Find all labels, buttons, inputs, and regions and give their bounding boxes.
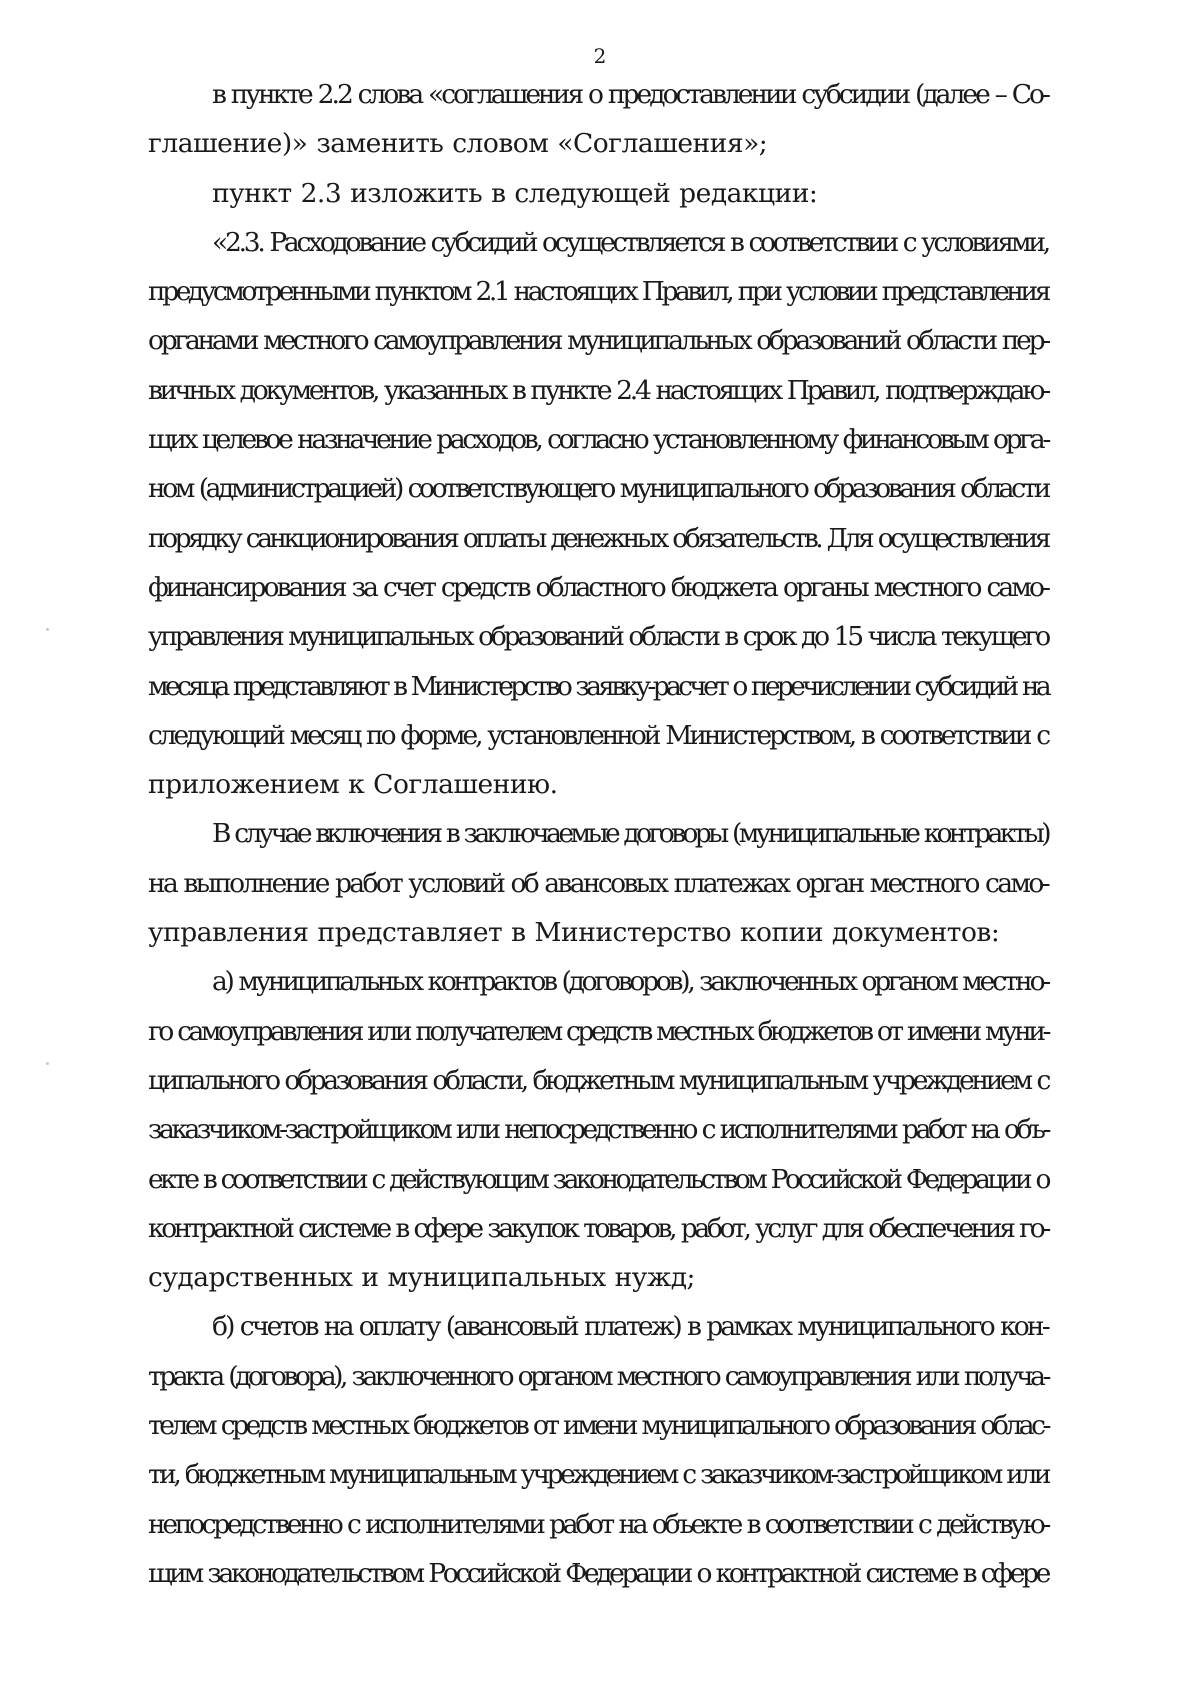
text-line: тракта (договора), заключенного органом местного самоуправления или получа- [148,1360,1048,1392]
text-line: финансирования за счет средств областного бюджета органы местного само- [148,571,1048,603]
text-line: органами местного самоуправления муниципальных образований области пер- [148,325,1048,357]
paragraph-item-b [148,1302,1048,1598]
text-line: предусмотренными пунктом 2.1 настоящих Правил, при условии представления [148,276,1048,308]
scan-speck [46,1062,49,1065]
text-line: приложением к Соглашению. [148,769,558,801]
text-line: управления представляет в Министерство копии документов: [148,917,1000,949]
document-body [148,70,1048,1598]
text-line: заказчиком-застройщиком или непосредственно с исполнителями работ на объ- [148,1114,1048,1146]
text-line: вичных документов, указанных в пункте 2.4 настоящих Правил, подтверждаю- [148,374,1048,406]
text-line: екте в соответствии с действующим законодательством Российской Федерации о [148,1163,1048,1195]
page-number: 2 [593,44,607,68]
text-line: непосредственно с исполнителями работ на объекте в соответствии с действую- [148,1508,1048,1540]
text-line: глашение)» заменить словом «Соглашения»; [148,128,768,160]
text-line: управления муниципальных образований области в срок до 15 числа текущего [148,621,1048,653]
paragraph-amend-2-3-intro [148,169,1048,218]
text-line: месяца представляют в Министерство заявку-расчет о перечислении субсидий на [148,670,1048,702]
text-line: ципального образования области, бюджетным муниципальным учреждением с [148,1064,1048,1096]
text-line: в пункте 2.2 слова «соглашения о предоставлении субсидии (далее – Со- [212,79,1048,110]
text-line: ном (администрацией) соответствующего муниципального образования области [148,473,1048,505]
text-line: контрактной системе в сфере закупок товаров, работ, услуг для обеспечения го- [148,1212,1048,1244]
paragraph-advance-payments [148,809,1048,957]
text-line: В случае включения в заключаемые договоры (муниципальные контракты) [212,818,1048,850]
text-line: сударственных и муниципальных нужд; [148,1262,695,1294]
text-line: «2.3. Расходование субсидий осуществляется в соответствии с условиями, [212,226,1048,258]
text-line: щим законодательством Российской Федерации о контрактной системе в сфере [148,1557,1048,1589]
text-line: пункт 2.3 изложить в следующей редакции: [212,177,818,209]
text-line: го самоуправления или получателем средств местных бюджетов от имени муни- [148,1015,1048,1047]
scan-speck [46,628,49,631]
text-line: телем средств местных бюджетов от имени муниципального образования облас- [148,1410,1048,1442]
paragraph-item-a [148,957,1048,1302]
paragraph-2-3-text [148,218,1048,810]
text-line: б) счетов на оплату (авансовый платеж) в рамках муниципального кон- [212,1311,1048,1343]
text-line: ти, бюджетным муниципальным учреждением с заказчиком-застройщиком или [148,1459,1048,1491]
text-line: следующий месяц по форме, установленной Министерством, в соответствии с [148,719,1048,751]
text-line: щих целевое назначение расходов, согласно установленному финансовым орга- [148,424,1048,456]
text-line: порядку санкционирования оплаты денежных обязательств. Для осуществления [148,522,1048,554]
text-line: а) муниципальных контрактов (договоров), заключенных органом местно- [212,966,1048,998]
paragraph-amend-2-2 [148,70,1048,169]
text-line: на выполнение работ условий об авансовых платежах орган местного само- [148,867,1048,899]
